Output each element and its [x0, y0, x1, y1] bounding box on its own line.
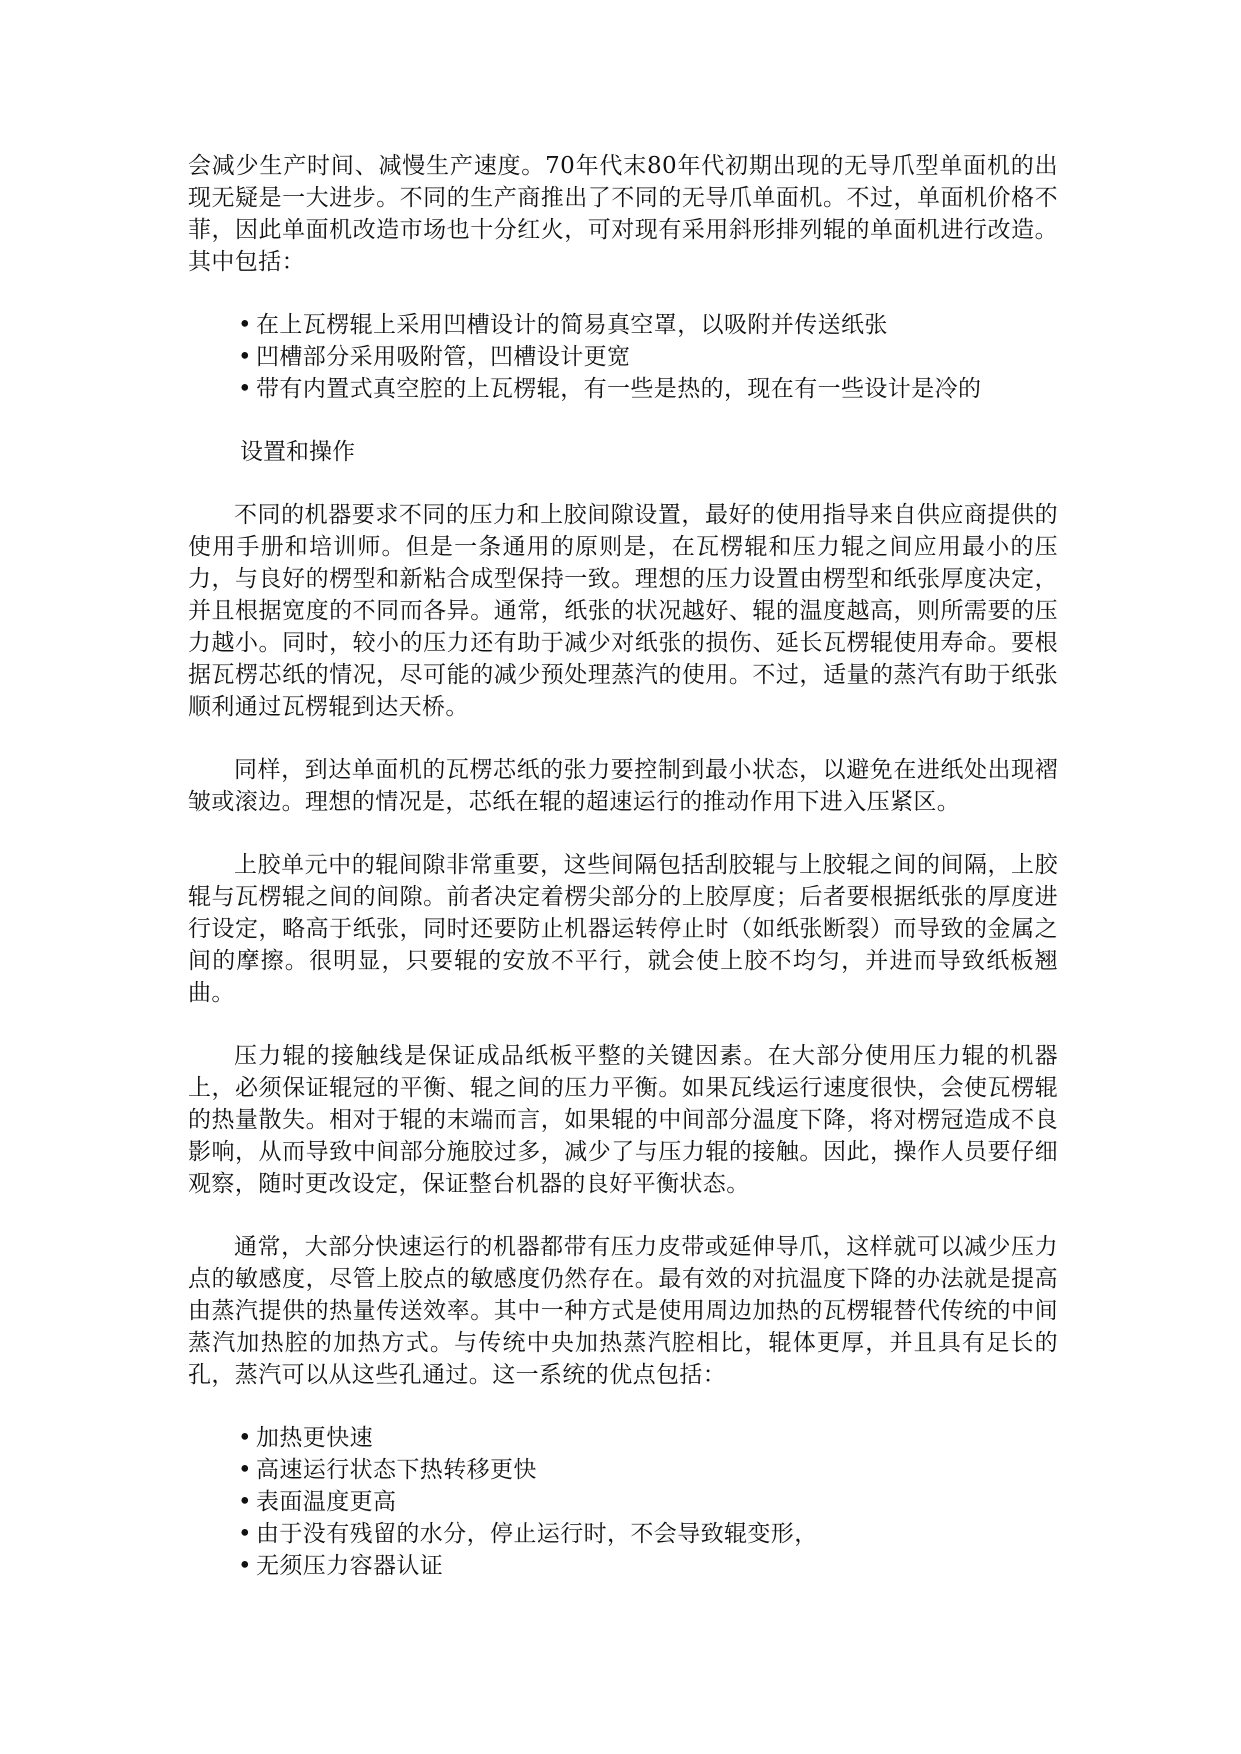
- advantages-list: [188, 1422, 1058, 1582]
- list-item: • 由于没有残留的水分，停止运行时，不会导致辊变形，: [238, 1518, 1058, 1550]
- section-heading: 设置和操作: [240, 439, 355, 465]
- intro-paragraph: 会减少生产时间、减慢生产速度。70年代末80年代初期出现的无导爪型单面机的出现无疑是一大进步。不同的生产商推出了不同的无导爪单面机。不过，单面机价格不菲，因此单面机改造市场也十分红火，可对现有采用斜形排列辊的单面机进行改造。其中包括：: [188, 153, 1058, 275]
- list-item: • 高速运行状态下热转移更快: [238, 1454, 1058, 1486]
- body-paragraph: 同样，到达单面机的瓦楞芯纸的张力要控制到最小状态，以避免在进纸处出现褶皱或滚边。理想的情况是，芯纸在辊的超速运行的推动作用下进入压紧区。: [188, 757, 1058, 815]
- list-item: • 表面温度更高: [238, 1486, 1058, 1518]
- list-item: • 凹槽部分采用吸附管，凹槽设计更宽: [238, 341, 1058, 373]
- list-item: • 在上瓦楞辊上采用凹槽设计的简易真空罩，以吸附并传送纸张: [238, 309, 1058, 341]
- list-item: • 无须压力容器认证: [238, 1550, 1058, 1582]
- body-paragraph: 不同的机器要求不同的压力和上胶间隙设置，最好的使用指导来自供应商提供的使用手册和培训师。但是一条通用的原则是，在瓦楞辊和压力辊之间应用最小的压力，与良好的楞型和新粘合成型保持一致。理想的压力设置由楞型和纸张厚度决定，并且根据宽度的不同而各异。通常，纸张的状况越好、辊的温度越高，则所需要的压力越小。同时，较小的压力还有助于减少对纸张的损伤、延长瓦楞辊使用寿命。要根据瓦楞芯纸的情况，尽可能的减少预处理蒸汽的使用。不过，适量的蒸汽有助于纸张顺利通过瓦楞辊到达天桥。: [188, 502, 1058, 720]
- feature-list: [188, 309, 1058, 405]
- body-paragraph: 上胶单元中的辊间隙非常重要，这些间隔包括刮胶辊与上胶辊之间的间隔，上胶辊与瓦楞辊之间的间隙。前者决定着楞尖部分的上胶厚度；后者要根据纸张的厚度进行设定，略高于纸张，同时还要防止机器运转停止时（如纸张断裂）而导致的金属之间的摩擦。很明显，只要辊的安放不平行，就会使上胶不均匀，并进而导致纸板翘曲。: [188, 852, 1058, 1006]
- document-page: [188, 150, 1058, 1582]
- body-paragraph: 压力辊的接触线是保证成品纸板平整的关键因素。在大部分使用压力辊的机器上，必须保证辊冠的平衡、辊之间的压力平衡。如果瓦线运行速度很快，会使瓦楞辊的热量散失。相对于辊的末端而言，如果辊的中间部分温度下降，将对楞冠造成不良影响，从而导致中间部分施胶过多，减少了与压力辊的接触。因此，操作人员要仔细观察，随时更改设定，保证整台机器的良好平衡状态。: [188, 1043, 1058, 1197]
- list-item: • 加热更快速: [238, 1422, 1058, 1454]
- list-item: • 带有内置式真空腔的上瓦楞辊，有一些是热的，现在有一些设计是冷的: [238, 373, 1058, 405]
- body-paragraph: 通常，大部分快速运行的机器都带有压力皮带或延伸导爪，这样就可以减少压力点的敏感度，尽管上胶点的敏感度仍然存在。最有效的对抗温度下降的办法就是提高由蒸汽提供的热量传送效率。其中一种方式是使用周边加热的瓦楞辊替代传统的中间蒸汽加热腔的加热方式。与传统中央加热蒸汽腔相比，辊体更厚，并且具有足长的孔，蒸汽可以从这些孔通过。这一系统的优点包括：: [188, 1234, 1058, 1388]
